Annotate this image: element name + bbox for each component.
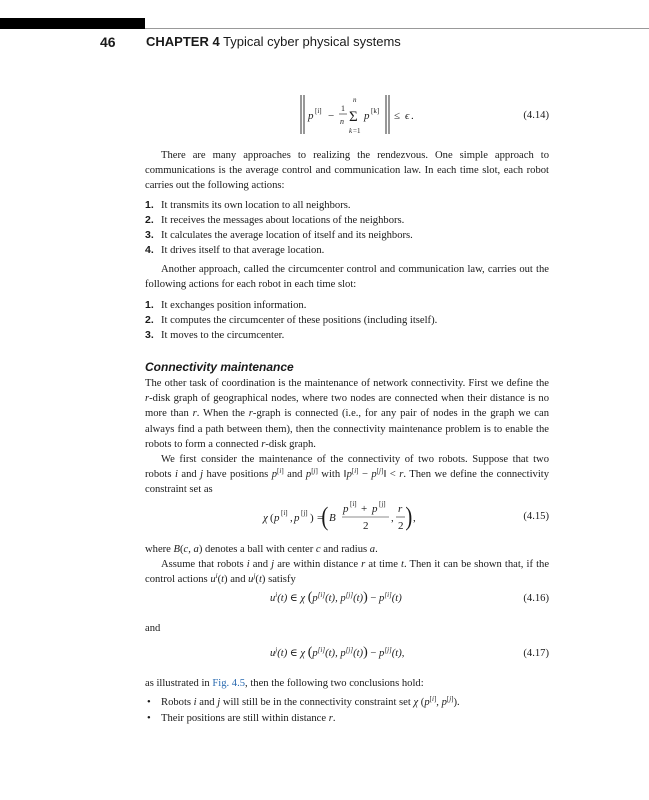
svg-text:p: p (343, 503, 349, 515)
svg-text:Σ: Σ (349, 109, 358, 125)
chapter-title: Typical cyber physical systems (223, 34, 401, 49)
svg-text:(: ( (270, 512, 274, 524)
list-item: 4. It drives itself to that average location. (145, 244, 325, 256)
svg-text:,: , (290, 512, 293, 524)
svg-text:1: 1 (341, 104, 345, 113)
svg-text:): ) (310, 512, 314, 524)
paragraph-two-robots: We first consider the maintenance of the connectivity of two robots. Suppose that two robots i and j have positions p[i] and p[j] with ‖p[i] − p[j]‖ < r. Then we define the connectivity constraint set as (145, 454, 549, 496)
paragraph-rendezvous: There are many approaches to realizing the rendezvous. One simple approach to communications is the average control and communication law. In each time slot, each robot carries out the following actions: (145, 150, 549, 192)
svg-text:ϵ: ϵ (405, 110, 410, 122)
running-head (146, 34, 401, 49)
equation-4-16 (145, 590, 549, 614)
paragraph-assumption: Assume that robots i and j are within distance r at time t. Then it can be shown that, if the control actions $u^i(t)$ and $u^j(t)$ satisfy (145, 559, 550, 586)
equation-4-15 (145, 498, 549, 538)
figure-link[interactable]: Fig. 4.5 (212, 678, 246, 689)
svg-text:p: p (364, 110, 370, 122)
svg-text:=: = (317, 512, 324, 524)
svg-text:[i]: [i] (315, 107, 322, 115)
svg-text:,: , (413, 512, 416, 524)
list-item: • Robots i and j will still be in the connectivity constraint set χ (p[i], p[j]). (147, 695, 460, 708)
list-item: 1. It exchanges position information. (145, 299, 307, 311)
header-rule (145, 28, 649, 29)
svg-text:−: − (328, 110, 335, 122)
svg-text:): ) (405, 502, 413, 532)
header-bar (0, 18, 145, 29)
list-item: 3. It moves to the circumcenter. (145, 329, 285, 341)
svg-text:=1: =1 (353, 127, 361, 135)
paragraph-ball-definition: where B(c, a) denotes a ball with center c and radius a. (145, 544, 378, 555)
section-heading: Connectivity maintenance (145, 360, 294, 374)
average-law-action-list (145, 198, 549, 258)
equation-4-15-formula (255, 498, 555, 538)
svg-text:2: 2 (363, 520, 369, 532)
equation-4-17-number: (4.17) (523, 648, 549, 659)
svg-text:p: p (308, 110, 314, 122)
svg-text:r: r (398, 503, 403, 515)
equation-4-16-formula: $u^i(t)$ ∈ χ (p[i](t), p[j](t)) − p[i](t) (270, 590, 402, 605)
svg-text:[j]: [j] (301, 509, 308, 517)
equation-4-14 (145, 90, 549, 146)
svg-text:p: p (274, 512, 280, 524)
svg-text:2: 2 (398, 520, 404, 532)
list-item: 3. It calculates the average location of itself and its neighbors. (145, 229, 413, 241)
equation-4-17 (145, 645, 549, 669)
svg-text:[j]: [j] (379, 500, 386, 508)
paragraph-circumcenter: Another approach, called the circumcenter control and communication law, carries out the following actions for each robot in each time slot: (145, 264, 549, 291)
page-number: 46 (100, 34, 116, 50)
svg-text:χ: χ (263, 512, 268, 524)
svg-text:B: B (329, 512, 336, 524)
svg-text:(: ( (321, 502, 329, 532)
svg-text:p: p (372, 503, 378, 515)
conclusions-list (145, 694, 549, 726)
svg-text:≤: ≤ (394, 110, 401, 122)
svg-text:n: n (353, 96, 357, 104)
svg-text:.: . (411, 110, 414, 122)
list-item: 2. It computes the circumcenter of these positions (including itself). (145, 314, 438, 326)
list-item: • Their positions are still within distance r. (147, 713, 336, 724)
and-word: and (145, 623, 161, 634)
equation-4-15-number: (4.15) (523, 511, 549, 522)
svg-text:n: n (340, 117, 344, 126)
list-item: 2. It receives the messages about locations of the neighbors. (145, 214, 405, 226)
svg-text:k: k (349, 127, 353, 135)
svg-text:+: + (361, 503, 368, 515)
equation-4-17-formula: $u^j(t)$ ∈ χ (p[i](t), p[j](t)) − p[j](t), (270, 645, 405, 660)
svg-text:,: , (391, 512, 394, 524)
svg-text:[i]: [i] (281, 509, 288, 517)
svg-text:p: p (294, 512, 300, 524)
equation-4-14-number: (4.14) (523, 110, 549, 121)
svg-text:[i]: [i] (350, 500, 357, 508)
paragraph-illustrated: as illustrated in Fig. 4.5, then the following two conclusions hold: (145, 678, 424, 689)
circumcenter-law-action-list (145, 298, 549, 343)
equation-4-16-number: (4.16) (523, 593, 549, 604)
list-item: 1. It transmits its own location to all neighbors. (145, 199, 351, 211)
paragraph-connectivity: The other task of coordination is the maintenance of network connectivity. First we define the r-disk graph of geographical nodes, where two nodes are connected when their distance is no more than r. When the r-graph is connected (i.e., for any pair of nodes in the graph we can always find a path between them), then the connectivity maintenance problem is to enable the robots to form a connected r-disk graph. (145, 378, 549, 450)
chapter-label: CHAPTER 4 (146, 34, 220, 49)
svg-text:[k]: [k] (371, 107, 380, 115)
